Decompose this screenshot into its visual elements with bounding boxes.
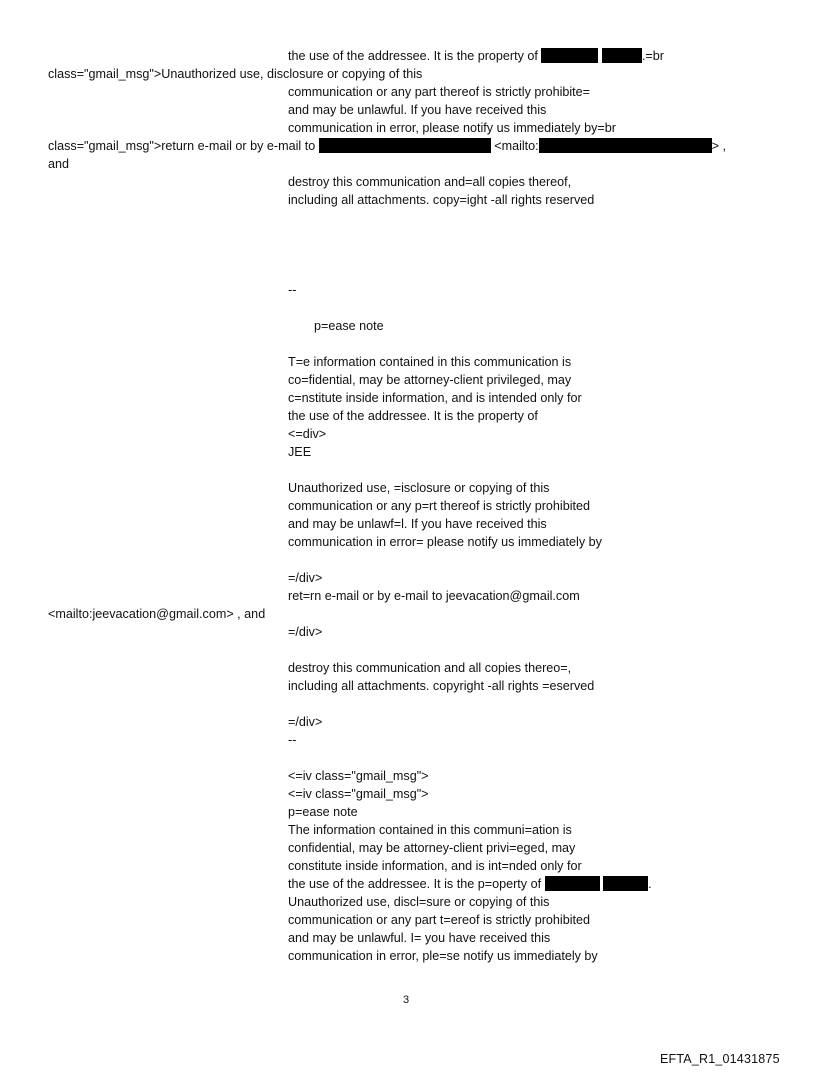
text-line: including all attachments. copyright -all rights =eserved [288, 679, 595, 693]
text-line: T=e information contained in this communication is [288, 355, 572, 369]
text-line: p=ease note [314, 319, 384, 333]
text-line: destroy this communication and=all copies thereof, [288, 175, 572, 189]
text-line: and [48, 157, 70, 171]
bates-number: EFTA_R1_01431875 [660, 1052, 780, 1066]
text-line: communication or any p=rt thereof is strictly prohibited [288, 499, 591, 513]
text-line: and may be unlawful. If you have received this [288, 103, 547, 117]
text-line: p=ease note [288, 805, 358, 819]
text-line: communication or any part thereof is strictly prohibite= [288, 85, 591, 99]
text-line: confidential, may be attorney-client privi=eged, may [288, 841, 576, 855]
redaction-box [541, 48, 598, 63]
text-line: c=nstitute inside information, and is intended only for [288, 391, 582, 405]
text-line: and may be unlawful. I= you have received this [288, 931, 551, 945]
text-line: destroy this communication and all copies thereo=, [288, 661, 572, 675]
text-line: class="gmail_msg">Unauthorized use, disclosure or copying of this [48, 67, 423, 81]
text-line: JEE [288, 445, 312, 459]
text-line: communication in error= please notify us immediately by [288, 535, 602, 549]
text-line: and may be unlawf=l. If you have received this [288, 517, 547, 531]
text-line: =/div> [288, 625, 323, 639]
text-line: constitute inside information, and is int=nded only for [288, 859, 582, 873]
text-line: =/div> [288, 571, 323, 585]
text-line: communication in error, ple=se notify us immediately by [288, 949, 598, 963]
redaction-box [545, 876, 600, 891]
text-line: The information contained in this communi=ation is [288, 823, 572, 837]
text-line: communication or any part t=ereof is strictly prohibited [288, 913, 591, 927]
text-line: =/div> [288, 715, 323, 729]
text-line: class="gmail_msg">return e-mail or by e-mail to <mailto: > , [48, 139, 727, 153]
page-number: 3 [403, 994, 410, 1006]
redaction-box [602, 48, 642, 63]
text-line: <=iv class="gmail_msg"> [288, 787, 429, 801]
text-line: <=div> [288, 427, 327, 441]
text-line: the use of the addressee. It is the property of [288, 409, 538, 423]
text-line: Unauthorized use, discl=sure or copying of this [288, 895, 550, 909]
text-line: including all attachments. copy=ight -all rights reserved [288, 193, 595, 207]
separator-dashes: -- [288, 283, 297, 297]
text-line: ret=rn e-mail or by e-mail to jeevacation@gmail.com [288, 589, 580, 603]
text-line: the use of the addressee. It is the p=operty of . [288, 877, 652, 891]
redaction-box [539, 138, 712, 153]
redaction-box [319, 138, 491, 153]
text-line: communication in error, please notify us immediately by=br [288, 121, 616, 135]
text-line: <=iv class="gmail_msg"> [288, 769, 429, 783]
text-line: co=fidential, may be attorney-client privileged, may [288, 373, 572, 387]
separator-dashes: -- [288, 733, 297, 747]
text-line: <mailto:jeevacation@gmail.com> , and [48, 607, 266, 621]
redaction-box [603, 876, 648, 891]
text-line: Unauthorized use, =isclosure or copying of this [288, 481, 550, 495]
text-line: the use of the addressee. It is the property of .=br [288, 49, 664, 63]
